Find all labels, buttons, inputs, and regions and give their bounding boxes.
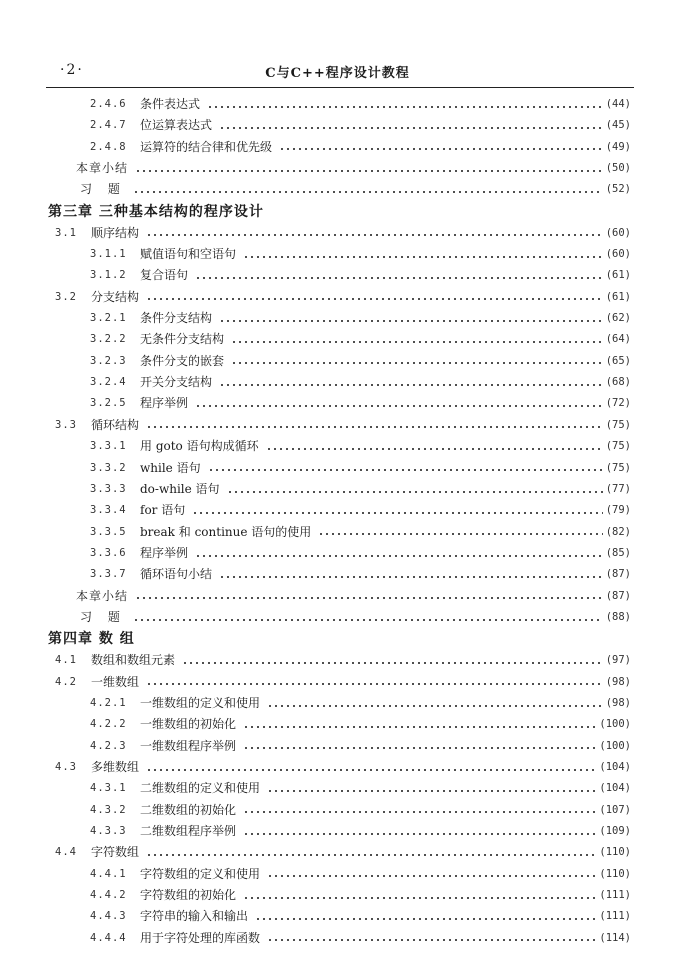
- entry-page: (88): [605, 610, 631, 623]
- dot-leader: [267, 939, 596, 941]
- toc-entry: [0, 137, 675, 158]
- entry-page: (109): [599, 825, 631, 837]
- entry-number: 3.2.4: [90, 376, 127, 389]
- entry-title: 习 题: [80, 609, 126, 624]
- toc-entry: [0, 714, 675, 735]
- toc-entry: [0, 244, 675, 265]
- dot-leader: [231, 341, 603, 343]
- toc-entry: [0, 329, 675, 350]
- dot-leader: [243, 897, 596, 899]
- dot-leader: [135, 170, 603, 172]
- entry-page: (61): [605, 269, 631, 282]
- entry-title: 本章小结: [76, 588, 129, 603]
- entry-page: (85): [605, 546, 631, 559]
- entry-page: (64): [605, 333, 631, 346]
- dot-leader: [243, 833, 596, 835]
- dot-leader: [133, 191, 603, 193]
- entry-page: (87): [605, 589, 631, 602]
- entry-title: 字符数组的定义和使用: [140, 866, 261, 881]
- entry-page: (50): [605, 162, 631, 175]
- dot-leader: [219, 127, 603, 129]
- toc-entry: [0, 308, 675, 329]
- entry-page: (75): [605, 461, 631, 474]
- dot-leader: [195, 405, 603, 407]
- dot-leader: [279, 148, 603, 150]
- entry-title: 二维数组的初始化: [140, 802, 237, 817]
- toc-entry: [0, 522, 675, 543]
- dot-leader: [243, 726, 596, 728]
- entry-title: 一维数组程序举例: [140, 738, 237, 753]
- toc-entry: [0, 287, 675, 308]
- dot-leader: [227, 491, 603, 493]
- entry-title: 分支结构: [91, 289, 140, 304]
- entry-page: (44): [605, 98, 631, 110]
- entry-title: 二维数组的定义和使用: [140, 781, 261, 796]
- entry-number: 4.2.3: [90, 739, 127, 752]
- entry-title: 程序举例: [140, 396, 189, 411]
- entry-page: (68): [605, 376, 631, 389]
- entry-title: 无条件分支结构: [140, 332, 225, 347]
- entry-title: 赋值语句和空语句: [140, 247, 237, 262]
- entry-number: 3.2.5: [90, 397, 127, 410]
- dot-leader: [267, 875, 596, 877]
- chapter-heading: [0, 628, 675, 650]
- entry-title: 用于字符处理的库函数: [140, 930, 261, 945]
- toc-entry: [0, 757, 675, 778]
- entry-page: (49): [605, 140, 631, 153]
- entry-number: 4.3.3: [90, 825, 127, 837]
- entry-page: (75): [605, 418, 631, 431]
- entry-number: 4.3: [55, 760, 77, 773]
- entry-title: 运算符的结合律和优先级: [140, 139, 273, 154]
- entry-page: (52): [605, 183, 631, 196]
- entry-number: 3.3.1: [90, 440, 127, 453]
- entry-page: (45): [605, 119, 631, 132]
- toc-entry: [0, 351, 675, 372]
- dot-leader: [146, 234, 603, 236]
- entry-title: for 语句: [140, 503, 186, 518]
- entry-page: (87): [605, 568, 631, 581]
- toc-entry: [0, 564, 675, 585]
- dot-leader: [267, 705, 603, 707]
- entry-title: 开关分支结构: [140, 375, 213, 390]
- entry-title: while 语句: [140, 460, 201, 475]
- toc-entry: [0, 94, 675, 115]
- entry-page: (60): [605, 226, 631, 239]
- toc-entry: [0, 265, 675, 286]
- entry-number: 4.4: [55, 846, 77, 859]
- entry-number: 4.2.1: [90, 696, 127, 709]
- entry-number: 4.2: [55, 675, 77, 688]
- chapter-heading: [0, 201, 675, 223]
- toc-entry: [0, 800, 675, 821]
- dot-leader: [195, 555, 603, 557]
- toc-entry: [0, 864, 675, 885]
- entry-number: 4.3.1: [90, 782, 127, 795]
- entry-number: 4.4.2: [90, 889, 127, 902]
- toc-entry: [0, 115, 675, 136]
- entry-title: 顺序结构: [91, 225, 140, 240]
- toc-entry: [0, 885, 675, 906]
- toc-entry: [0, 372, 675, 393]
- entry-number: 2.4.8: [90, 140, 127, 153]
- entry-number: 4.4.4: [90, 931, 127, 944]
- dot-leader: [182, 662, 603, 664]
- entry-page: (98): [605, 675, 631, 688]
- entry-page: (107): [599, 803, 631, 816]
- dot-leader: [146, 298, 603, 300]
- dot-leader: [146, 854, 596, 856]
- entry-title: 循环结构: [91, 417, 140, 432]
- dot-leader: [231, 362, 603, 364]
- dot-leader: [219, 576, 603, 578]
- entry-page: (111): [599, 889, 631, 902]
- toc-entry: [0, 500, 675, 521]
- entry-number: 2.4.6: [90, 98, 127, 110]
- entry-page: (100): [599, 739, 631, 752]
- entry-title: 本章小结: [76, 161, 129, 176]
- entry-page: (75): [605, 440, 631, 453]
- toc-entry: [0, 415, 675, 436]
- dot-leader: [192, 512, 602, 514]
- entry-title: 一维数组的定义和使用: [140, 695, 261, 710]
- entry-title: 一维数组的初始化: [140, 717, 237, 732]
- toc-entry: [0, 393, 675, 414]
- toc-entry: [0, 842, 675, 863]
- entry-number: 3.1.1: [90, 248, 127, 261]
- entry-title: do-while 语句: [140, 481, 220, 496]
- dot-leader: [219, 320, 603, 322]
- toc-entry: [0, 158, 675, 179]
- entry-number: 3.2: [55, 290, 77, 303]
- entry-page: (60): [605, 248, 631, 261]
- entry-number: 4.2.2: [90, 718, 127, 731]
- entry-number: 3.2.1: [90, 312, 127, 325]
- toc-entry: [0, 223, 675, 244]
- entry-title: 位运算表达式: [140, 118, 213, 133]
- entry-title: 习 题: [80, 182, 126, 197]
- book-title: C与C++程序设计教程: [265, 66, 410, 81]
- dot-leader: [243, 256, 603, 258]
- toc-entry: [0, 650, 675, 671]
- entry-number: 3.3.6: [90, 546, 127, 559]
- dot-leader: [195, 277, 603, 279]
- entry-page: (114): [599, 931, 631, 944]
- entry-page: (104): [599, 760, 631, 773]
- entry-title: 条件表达式: [140, 97, 201, 111]
- dot-leader: [243, 811, 596, 813]
- entry-page: (65): [605, 354, 631, 367]
- toc-entry: [0, 179, 675, 200]
- entry-title: 二维数组程序举例: [140, 824, 237, 838]
- toc-entry: [0, 607, 675, 628]
- entry-page: (100): [599, 718, 631, 731]
- entry-title: 字符数组: [91, 845, 140, 860]
- entry-page: (110): [599, 867, 631, 880]
- entry-number: 2.4.7: [90, 119, 127, 132]
- toc-entry: [0, 672, 675, 693]
- table-of-contents: [0, 94, 675, 949]
- entry-number: 3.2.2: [90, 333, 127, 346]
- entry-page: (62): [605, 312, 631, 325]
- dot-leader: [219, 384, 603, 386]
- entry-number: 3.1: [55, 226, 77, 239]
- entry-number: 4.1: [55, 654, 77, 667]
- toc-entry: [0, 778, 675, 799]
- entry-page: (77): [605, 482, 631, 495]
- dot-leader: [208, 469, 603, 471]
- toc-entry: [0, 906, 675, 927]
- toc-entry: [0, 543, 675, 564]
- entry-page: (79): [605, 504, 631, 517]
- toc-entry: [0, 436, 675, 457]
- toc-entry: [0, 586, 675, 607]
- entry-title: 字符串的输入和输出: [140, 909, 249, 924]
- dot-leader: [318, 533, 602, 535]
- entry-page: (110): [599, 846, 631, 859]
- entry-number: 3.3.3: [90, 482, 127, 495]
- dot-leader: [146, 426, 603, 428]
- entry-page: (111): [599, 910, 631, 923]
- toc-entry: [0, 479, 675, 500]
- dot-leader: [135, 597, 603, 599]
- dot-leader: [207, 106, 603, 108]
- entry-title: 复合语句: [140, 268, 189, 283]
- entry-page: (61): [605, 290, 631, 303]
- entry-title: 程序举例: [140, 545, 189, 560]
- entry-page: (104): [599, 782, 631, 795]
- dot-leader: [266, 448, 603, 450]
- toc-entry: [0, 736, 675, 757]
- header-rule: [46, 87, 634, 88]
- toc-entry: [0, 458, 675, 479]
- entry-number: 3.3.4: [90, 504, 127, 517]
- dot-leader: [267, 790, 596, 792]
- entry-number: 4.3.2: [90, 803, 127, 816]
- entry-number: 4.4.1: [90, 867, 127, 880]
- entry-number: 3.3.5: [90, 525, 127, 538]
- entry-number: 3.3: [55, 418, 77, 431]
- entry-page: (72): [605, 397, 631, 410]
- entry-title: 条件分支的嵌套: [140, 353, 225, 368]
- entry-title: 字符数组的初始化: [140, 888, 237, 903]
- entry-number: 3.3.2: [90, 461, 127, 474]
- entry-title: 多维数组: [91, 759, 140, 774]
- chapter-title: 第四章 数 组: [48, 631, 135, 648]
- entry-title: 循环语句小结: [140, 567, 213, 582]
- dot-leader: [146, 683, 603, 685]
- dot-leader: [243, 747, 596, 749]
- page-header: [0, 62, 675, 82]
- toc-entry: [0, 821, 675, 842]
- toc-entry: [0, 693, 675, 714]
- dot-leader: [133, 619, 603, 621]
- entry-number: 4.4.3: [90, 910, 127, 923]
- chapter-title: 第三章 三种基本结构的程序设计: [48, 203, 264, 220]
- dot-leader: [146, 769, 596, 771]
- entry-title: 数组和数组元素: [91, 653, 176, 668]
- entry-number: 3.3.7: [90, 568, 127, 581]
- entry-page: (97): [605, 654, 631, 667]
- entry-title: 一维数组: [91, 674, 140, 689]
- entry-page: (82): [605, 525, 631, 538]
- page-number: ·2·: [60, 62, 84, 78]
- entry-title: 条件分支结构: [140, 311, 213, 326]
- entry-title: 用 goto 语句构成循环: [140, 439, 259, 454]
- entry-title: break 和 continue 语句的使用: [140, 524, 312, 539]
- toc-entry: [0, 928, 675, 949]
- entry-page: (98): [605, 696, 631, 709]
- entry-number: 3.2.3: [90, 354, 127, 367]
- entry-number: 3.1.2: [90, 269, 127, 282]
- dot-leader: [255, 918, 596, 920]
